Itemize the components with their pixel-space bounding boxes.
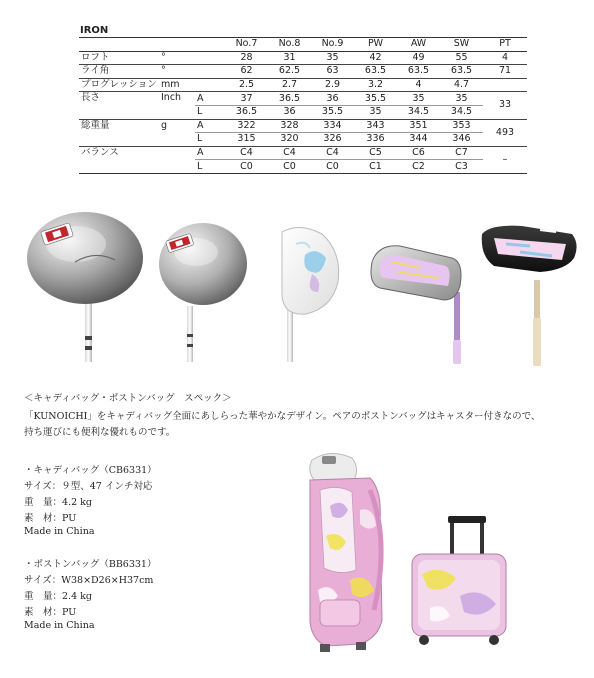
variant-label: A [195,92,225,106]
boston-bag-title: ・ボストンバッグ（BB6331） [24,559,157,570]
cell: – [483,146,527,173]
cell: C1 [354,160,397,174]
cell: 2.5 [225,78,268,92]
boston-bag-material: 素 材：PU [24,607,77,618]
cell: 33 [483,92,527,119]
cell: 55 [440,51,483,65]
col-header: SW [440,38,483,52]
cell: 493 [483,119,527,146]
col-header: No.7 [225,38,268,52]
driver-icon [27,212,143,362]
table-row-loft [79,51,527,65]
caddie-bag-icon [310,453,382,652]
row-unit: ° [159,51,195,65]
putter-icon [482,226,577,366]
cell: 328 [268,119,311,133]
col-header: No.9 [311,38,354,52]
cell: 35.5 [311,105,354,119]
row-unit: Inch [159,92,195,119]
cell: C3 [440,160,483,174]
cell: 36 [311,92,354,106]
cell: 353 [440,119,483,133]
caddie-bag-title: ・キャディバッグ（CB6331） [24,465,157,476]
boston-bag-weight: 重 量：2.4 kg [24,591,92,602]
cell: C2 [397,160,440,174]
cell: 35.5 [354,92,397,106]
row-label: 長さ [79,92,159,119]
cell: 4 [397,78,440,92]
hybrid-icon [282,227,339,362]
cell: C5 [354,146,397,160]
row-label: ロフト [79,51,159,65]
cell: C0 [268,160,311,174]
cell: C4 [268,146,311,160]
cell: C4 [225,146,268,160]
golf-clubs-image [0,200,594,375]
cell: 62.5 [268,65,311,79]
spec-table [79,37,527,174]
variant-label: L [195,105,225,119]
bag-description-line1: 「KUNOICHI」をキャディバッグ全面にあしらった華やかなデザイン。ペアのボストンバッグはキャスター付きなので、 [24,411,541,422]
cell: 37 [225,92,268,106]
bags-image [290,450,520,665]
cell: 36.5 [268,92,311,106]
cell: 2.7 [268,78,311,92]
cell: 35 [354,105,397,119]
fairway-wood-icon [159,223,247,362]
cell: 334 [311,119,354,133]
cell: 35 [397,92,440,106]
cell: 4 [483,51,527,65]
cell: 63.5 [440,65,483,79]
table-row-progression [79,78,527,92]
bag-spec-heading: ＜キャディバッグ・ボストンバッグ スペック＞ [24,393,232,404]
cell: 2.9 [311,78,354,92]
row-unit: mm [159,78,195,92]
cell: 42 [354,51,397,65]
cell: 4.7 [440,78,483,92]
cell: 28 [225,51,268,65]
table-row-balance-a [79,146,527,160]
row-label: 総重量 [79,119,159,146]
cell: 315 [225,133,268,147]
cell: 63.5 [397,65,440,79]
row-unit: ° [159,65,195,79]
table-header-row [79,38,527,52]
row-label: バランス [79,146,159,173]
table-row-length-a [79,92,527,106]
cell: 336 [354,133,397,147]
bag-description-line2: 持ち運びにも便利な優れものです。 [24,427,176,438]
cell: 344 [397,133,440,147]
row-label: プログレッション [79,78,159,92]
iron-icon [371,246,461,364]
cell: 36 [268,105,311,119]
row-label: ライ角 [79,65,159,79]
cell [483,78,527,92]
variant-label: A [195,119,225,133]
row-unit: g [159,119,195,146]
col-header: No.8 [268,38,311,52]
cell: C6 [397,146,440,160]
variant-label: L [195,133,225,147]
table-row-weight-a [79,119,527,133]
cell: 346 [440,133,483,147]
cell: 343 [354,119,397,133]
cell: 31 [268,51,311,65]
variant-label: A [195,146,225,160]
cell: 63 [311,65,354,79]
cell: 326 [311,133,354,147]
cell: C7 [440,146,483,160]
boston-bag-icon [412,516,506,645]
cell: 62 [225,65,268,79]
cell: 34.5 [440,105,483,119]
boston-bag-size: サイズ：W38×D26×H37cm [24,575,154,586]
cell: 36.5 [225,105,268,119]
caddie-bag-weight: 重 量：4.2 kg [24,497,92,508]
cell: 3.2 [354,78,397,92]
cell: 322 [225,119,268,133]
cell: C0 [311,160,354,174]
cell: 34.5 [397,105,440,119]
cell: C0 [225,160,268,174]
cell: 63.5 [354,65,397,79]
spec-title: IRON [80,25,109,36]
cell: 320 [268,133,311,147]
caddie-bag-material: 素 材：PU [24,513,77,524]
cell: 351 [397,119,440,133]
cell: 71 [483,65,527,79]
boston-bag-origin: Made in China [24,620,95,631]
table-row-lie [79,65,527,79]
col-header: PT [483,38,527,52]
cell: 35 [440,92,483,106]
cell: 35 [311,51,354,65]
col-header: AW [397,38,440,52]
col-header: PW [354,38,397,52]
variant-label: L [195,160,225,174]
cell: C4 [311,146,354,160]
cell: 49 [397,51,440,65]
caddie-bag-size: サイズ：９型、47 インチ対応 [24,481,153,492]
caddie-bag-origin: Made in China [24,526,95,537]
